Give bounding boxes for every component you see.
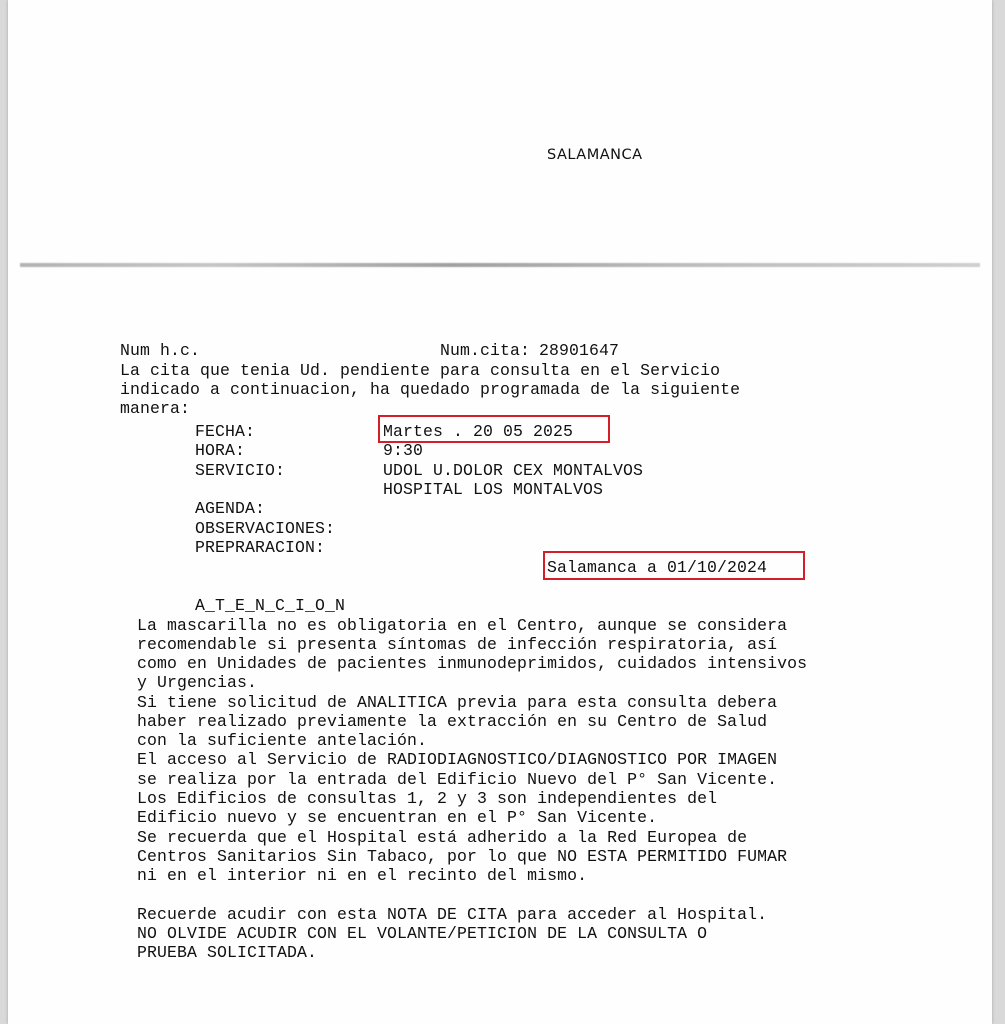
hora-label: HORA:: [195, 441, 246, 460]
num-cita-label: Num.cita:: [440, 341, 531, 360]
attention-line-5: Si tiene solicitud de ANALITICA previa para esta consulta debera: [137, 693, 778, 712]
num-hc-label: Num h.c.: [120, 341, 201, 360]
fecha-value: Martes . 20 05 2025: [383, 422, 574, 441]
closing-line-1: Recuerde acudir con esta NOTA DE CITA para acceder al Hospital.: [137, 905, 768, 924]
closing-line-3: PRUEBA SOLICITADA.: [137, 943, 318, 962]
attention-line-12: Se recuerda que el Hospital está adherido a la Red Europea de: [137, 828, 748, 847]
attention-line-14: ni en el interior ni en el recinto del mismo.: [137, 866, 588, 885]
hora-value: 9:30: [383, 441, 424, 460]
agenda-label: AGENDA:: [195, 499, 266, 518]
preparacion-label: PREPRARACION:: [195, 538, 326, 557]
attention-line-4: y Urgencias.: [137, 673, 258, 692]
header-city: SALAMANCA: [547, 147, 643, 163]
intro-line-1: La cita que tenia Ud. pendiente para consulta en el Servicio: [120, 361, 721, 380]
attention-line-11: Edificio nuevo y se encuentran en el P° San Vicente.: [137, 808, 658, 827]
attention-line-9: se realiza por la entrada del Edificio Nuevo del P° San Vicente.: [137, 770, 778, 789]
fold-line: [20, 263, 980, 267]
servicio-label: SERVICIO:: [195, 461, 286, 480]
observaciones-label: OBSERVACIONES:: [195, 519, 336, 538]
intro-line-2: indicado a continuacion, ha quedado programada de la siguiente: [120, 380, 741, 399]
servicio-value-1: UDOL U.DOLOR CEX MONTALVOS: [383, 461, 644, 480]
attention-line-2: recomendable si presenta síntomas de infección respiratoria, así: [137, 635, 778, 654]
attention-line-1: La mascarilla no es obligatoria en el Centro, aunque se considera: [137, 616, 788, 635]
closing-line-2: NO OLVIDE ACUDIR CON EL VOLANTE/PETICION DE LA CONSULTA O: [137, 924, 708, 943]
num-cita-value: 28901647: [539, 341, 620, 360]
intro-line-3: manera:: [120, 399, 191, 418]
servicio-value-2: HOSPITAL LOS MONTALVOS: [383, 480, 604, 499]
attention-line-8: El acceso al Servicio de RADIODIAGNOSTICO/DIAGNOSTICO POR IMAGEN: [137, 750, 778, 769]
attention-line-6: haber realizado previamente la extracción en su Centro de Salud: [137, 712, 768, 731]
document-page: [8, 0, 992, 1024]
issued-highlight-box: [543, 551, 805, 580]
attention-title: A_T_E_N_C_I_O_N: [195, 596, 346, 615]
attention-line-13: Centros Sanitarios Sin Tabaco, por lo que NO ESTA PERMITIDO FUMAR: [137, 847, 788, 866]
issued-date: Salamanca a 01/10/2024: [547, 558, 768, 577]
fecha-highlight-box: [378, 415, 610, 443]
attention-line-7: con la suficiente antelación.: [137, 731, 428, 750]
attention-line-10: Los Edificios de consultas 1, 2 y 3 son independientes del: [137, 789, 718, 808]
fecha-label: FECHA:: [195, 422, 256, 441]
attention-line-3: como en Unidades de pacientes inmunodeprimidos, cuidados intensivos: [137, 654, 808, 673]
